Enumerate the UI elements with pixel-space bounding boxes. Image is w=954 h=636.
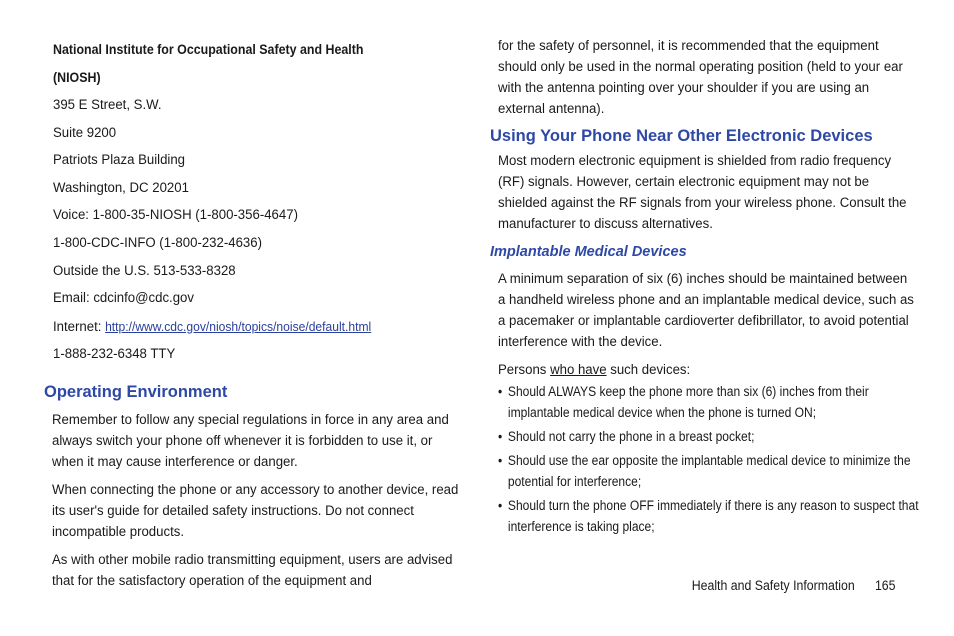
left-column (44, 36, 459, 592)
email-line: Email: cdcinfo@cdc.gov (53, 290, 194, 307)
page-number: 165 (875, 578, 896, 593)
persons-line (498, 360, 916, 381)
list-item: • Should turn the phone OFF immediately if there is any reason to suspect that interference is taking place; (498, 495, 931, 537)
address-line-suite: Suite 9200 (53, 124, 117, 141)
implantable-devices-paragraph: A minimum separation of six (6) inches should be maintained between a handheld wireless phone and an implantable medical device, such as a pacemaker or implantable cardioverter defibrillator, to avoid potential interference with the device. (498, 271, 914, 350)
persons-underlined: who have (550, 362, 607, 378)
right-column (490, 36, 919, 540)
list-item: • Should use the ear opposite the implantable medical device to minimize the potential for interference; (498, 450, 931, 492)
operating-paragraph-3: As with other mobile radio transmitting equipment, users are advised that for the satisfactory operation of the equipment and (52, 551, 453, 589)
voice-phone: Voice: 1-800-35-NIOSH (1-800-356-4647) (53, 207, 298, 224)
niosh-name: National Institute for Occupational Safety and Health (NIOSH) (53, 42, 364, 85)
address-line-city: Washington, DC 20201 (53, 179, 189, 196)
electronic-devices-paragraph: Most modern electronic equipment is shielded from radio frequency (RF) signals. However, certain electronic equipment may not be shielded against the RF signals from your wireless phone. Consult the manufacturer to discuss alternatives. (498, 153, 907, 232)
internet-label: Internet: (53, 318, 106, 335)
operating-paragraph-2: When connecting the phone or any accessory to another device, read its user's guide for detailed safety instructions. Do not connect incompatible products. (52, 481, 459, 540)
footer-section-title: Health and Safety Information (692, 578, 856, 593)
page-footer (692, 578, 896, 593)
cdc-info-phone: 1-800-CDC-INFO (1-800-232-4636) (53, 234, 263, 251)
outside-us-phone: Outside the U.S. 513-533-8328 (53, 262, 236, 279)
precautions-list (490, 381, 919, 537)
address-line-building: Patriots Plaza Building (53, 152, 186, 169)
tty-line: 1-888-232-6348 TTY (53, 346, 176, 363)
continued-paragraph: for the safety of personnel, it is recommended that the equipment should only be used in the normal operating position (held to your ear with the antenna pointing over your shoulder if you are using an external antenna). (498, 38, 903, 117)
address-line-street: 395 E Street, S.W. (53, 97, 162, 113)
implantable-devices-heading: Implantable Medical Devices (490, 244, 687, 260)
persons-post: such devices: (606, 362, 691, 378)
electronic-devices-heading: Using Your Phone Near Other Electronic Devices (490, 127, 873, 145)
persons-pre: Persons (498, 362, 551, 378)
operating-environment-heading: Operating Environment (44, 382, 228, 401)
internet-line (53, 313, 426, 342)
list-item: • Should ALWAYS keep the phone more than six (6) inches from their implantable medical device when the phone is turned ON; (498, 381, 931, 423)
niosh-url-link[interactable]: http://www.cdc.gov/niosh/topics/noise/default.html (105, 318, 372, 334)
operating-paragraph-1: Remember to follow any special regulations in force in any area and always switch your phone off whenever it is forbidden to use it, or when it may cause interference or danger. (52, 411, 449, 470)
list-item: • Should not carry the phone in a breast pocket; (498, 426, 931, 447)
